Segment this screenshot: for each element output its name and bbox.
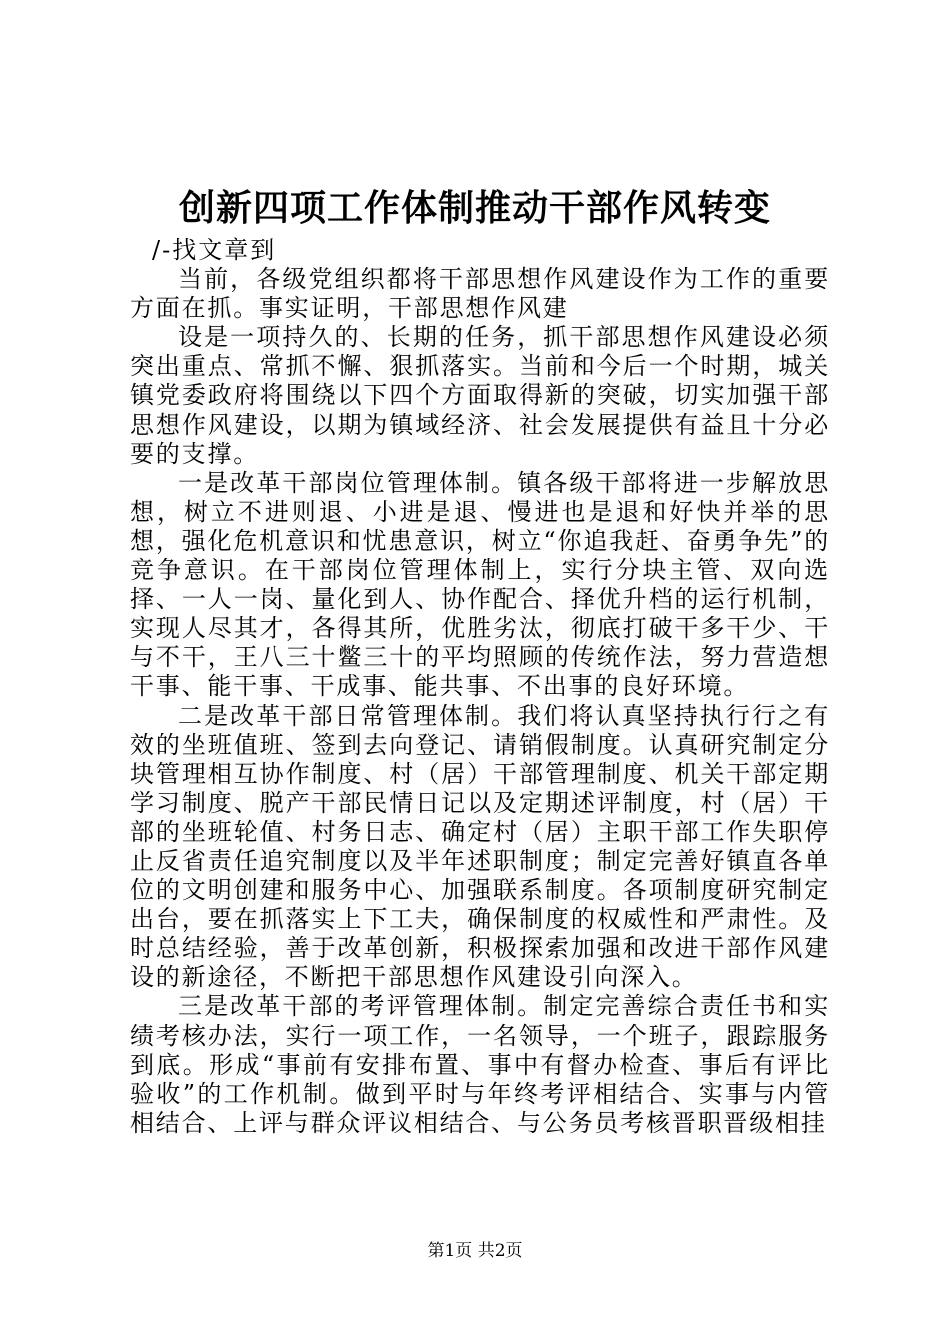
source-line: /-找文章到 <box>152 236 277 264</box>
page-indicator: 第1页 共2页 <box>427 1241 523 1261</box>
document-title: 创新四项工作体制推动干部作风转变 <box>178 187 771 229</box>
paragraph-evaluation-management: 三是改革干部的考评管理体制。制定完善综合责任书和实绩考核办法，实行一项工作，一名领导，一个班子，跟踪服务到底。形成“事前有安排布置、事中有督办检查、事后有评比验收”的工作机制。做到平时与年终考评相结合、实事与内管相结合、上评与群众评议相结合、与公务员考核晋职晋级相挂 <box>130 992 830 1137</box>
paragraph-daily-management: 二是改革干部日常管理体制。我们将认真坚持执行行之有效的坐班值班、签到去向登记、请销假制度。认真研究制定分块管理相互协作制度、村（居）干部管理制度、机关干部定期学习制度、脱产干部民情日记以及定期述评制度，村（居）干部的坐班轮值、村务日志、确定村（居）主职干部工作失职停止反省责任追究制度以及半年述职制度；制定完善好镇直各单位的文明创建和服务中心、加强联系制度。各项制度研究制定出台，要在抓落实上下工夫，确保制度的权威性和严肃性。及时总结经验，善于改革创新，积极探索加强和改进干部作风建设的新途径，不断把干部思想作风建设引向深入。 <box>130 701 830 992</box>
paragraph-post-management: 一是改革干部岗位管理体制。镇各级干部将进一步解放思想，树立不进则退、小进是退、慢进也是退和好快并举的思想，强化危机意识和忧患意识，树立“你追我赶、奋勇争先”的竞争意识。在干部岗位管理体制上，实行分块主管、双向选择、一人一岗、量化到人、协作配合、择优升档的运行机制，实现人尽其才，各得其所，优胜劣汰，彻底打破干多干少、干与不干，王八三十鳖三十的平均照顾的传统作法，努力营造想干事、能干事、干成事、能共事、不出事的良好环境。 <box>130 468 830 701</box>
paragraph-overview: 设是一项持久的、长期的任务，抓干部思想作风建设必须突出重点、常抓不懈、狠抓落实。当前和今后一个时期，城关镇党委政府将围绕以下四个方面取得新的突破，切实加强干部思想作风建设，以期为镇域经济、社会发展提供有益且十分必要的支撑。 <box>130 323 830 468</box>
document-body <box>130 236 830 1138</box>
paragraph-intro: 当前，各级党组织都将干部思想作风建设作为工作的重要方面在抓。事实证明，干部思想作风建 <box>130 265 830 323</box>
